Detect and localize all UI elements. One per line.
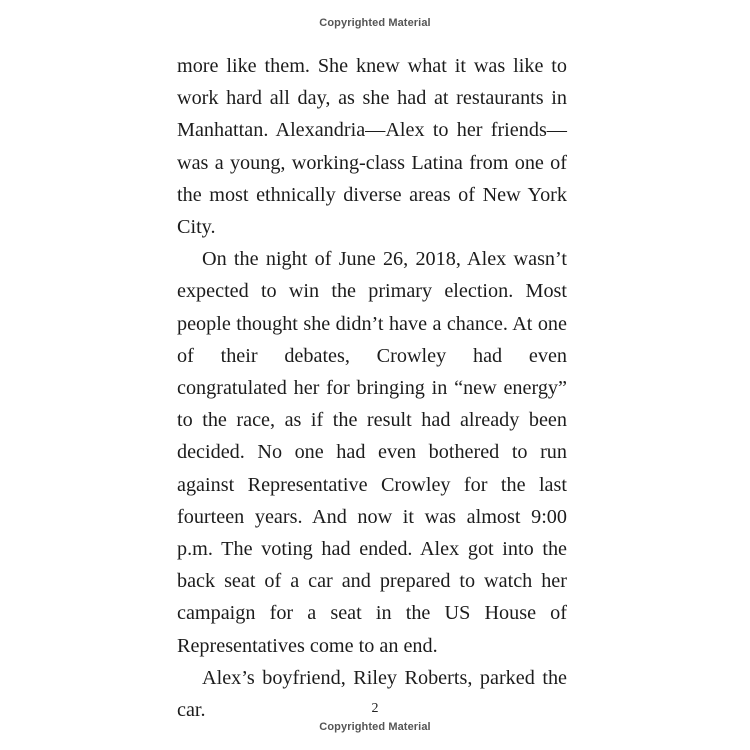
paragraph-boyfriend: Alex’s boyfriend, Riley Roberts, parked the car. [177, 666, 567, 722]
page-body-text [177, 50, 567, 726]
copyright-footer: Copyrighted Material [319, 721, 431, 733]
copyright-header: Copyrighted Material [319, 17, 431, 29]
paragraph-election-night: On the night of June 26, 2018, Alex wasn’t expected to win the primary election. Most people thought she didn’t have a chance. At one of their debates, Crowley had even congratulated her for bringing in “new energy” to the race, as if the result had already been decided. No one had even bothered to run against Representative Crowley for the last fourteen years. And now it was almost 9:00 p.m. The voting had ended. Alex got into the back seat of a car and prepared to watch her campaign for a seat in the US House of Representatives come to an end. [177, 248, 567, 657]
page-number: 2 [371, 701, 379, 716]
paragraph-continued: more like them. She knew what it was like to work hard all day, as she had at restaurants in Manhattan. Alexandria—Alex to her friends—was a young, working-class Latina from one of the most ethnically diverse areas of New York City. [177, 55, 567, 239]
